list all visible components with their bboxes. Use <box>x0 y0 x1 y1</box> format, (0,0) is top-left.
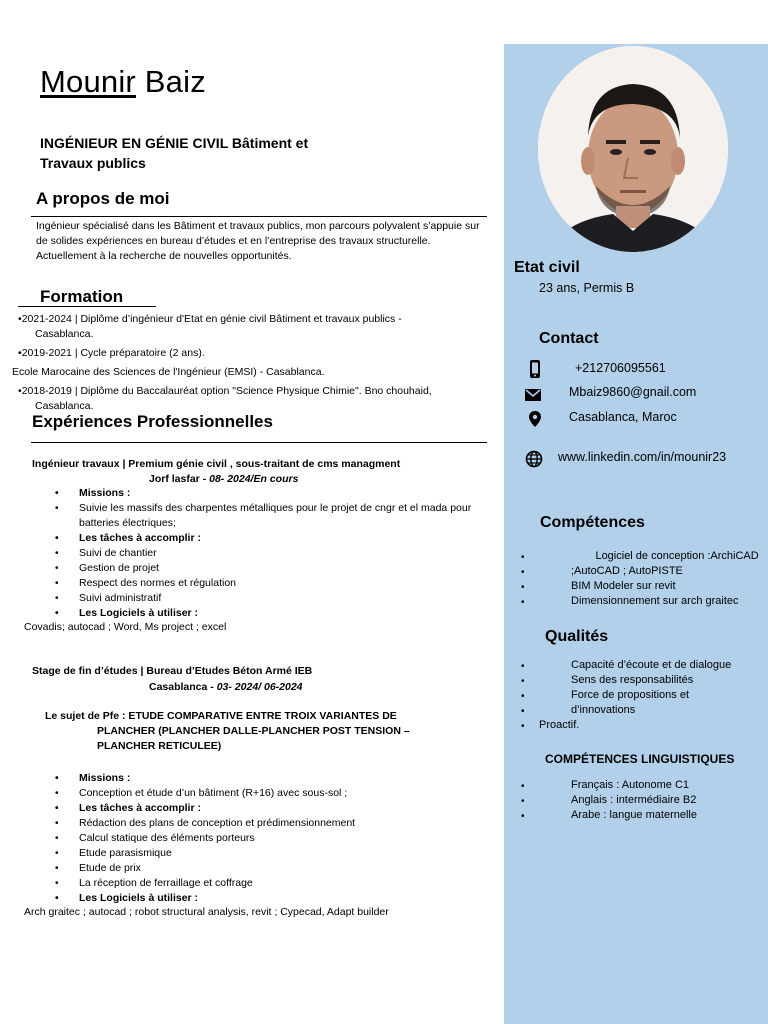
email-icon <box>524 386 542 404</box>
list-item: • Les Logiciels à utiliser : <box>55 891 483 906</box>
list-item: • Missions : <box>55 486 483 501</box>
list-item: • d’innovations <box>521 703 761 718</box>
list-item: • Etude parasismique <box>55 846 483 861</box>
list-item: • Suivie les massifs des charpentes métalliques pour le projet de cngr et el mada pour batteries électriques; <box>55 501 483 531</box>
formation-item: •2018-2019 | Diplôme du Baccalauréat option "Science Physique Chimie". Bno chouhaid, <box>18 385 432 397</box>
qualities-list-last <box>521 718 761 733</box>
job2-place-dates: Casablanca - 03- 2024/ 06-2024 <box>149 681 303 693</box>
contact-title: Contact <box>539 330 599 347</box>
formation-item: •2019-2021 | Cycle préparatoire (2 ans). <box>18 347 205 359</box>
qualities-title: Qualités <box>545 628 609 645</box>
formation-school: Ecole Marocaine des Sciences de l'Ingénieur (EMSI) - Casablanca. <box>12 366 325 378</box>
etat-civil-title: Etat civil <box>514 259 580 276</box>
job2-software: Arch graitec ; autocad ; robot structural analysis, revit ; Cypecad, Adapt builder <box>24 906 389 918</box>
list-item: • BIM Modeler sur revit <box>521 579 761 594</box>
job-title-line2: Travaux publics <box>40 155 146 171</box>
list-item: • Les tâches à accomplir : <box>55 531 483 546</box>
formation-item: •2021-2024 | Diplôme d’ingénieur d'Etat en génie civil Bâtiment et travaux publics - <box>18 313 402 325</box>
list-item: • La réception de ferraillage et coffrage <box>55 876 483 891</box>
list-item: • Gestion de projet <box>55 561 483 576</box>
skills-title: Compétences <box>540 514 645 531</box>
formation-list <box>12 312 488 414</box>
globe-icon <box>525 450 543 468</box>
list-item: • Suivi de chantier <box>55 546 483 561</box>
formation-item-cont: Casablanca. <box>35 328 94 340</box>
list-item: • Les Logiciels à utiliser : <box>55 606 483 621</box>
job1-list <box>55 486 483 621</box>
etat-civil-text: 23 ans, Permis B <box>539 281 635 295</box>
job1-place-dates: Jorf lasfar - 08- 2024/En cours <box>149 473 299 485</box>
list-item: • Respect des normes et régulation <box>55 576 483 591</box>
list-item: • Suivi administratif <box>55 591 483 606</box>
linkedin-link[interactable]: www.linkedin.com/in/mounir23 <box>558 450 727 464</box>
full-name <box>40 64 206 100</box>
job2-heading: Stage de fin d’études | Bureau d’Etudes Béton Armé IEB <box>32 665 313 677</box>
formation-item-cont: Casablanca. <box>35 400 94 412</box>
job-title-line1: INGÉNIEUR EN GÉNIE CIVIL Bâtiment et <box>40 135 309 151</box>
list-item: • ;AutoCAD ; AutoPISTE <box>521 564 761 579</box>
list-item: • Conception et étude d’un bâtiment (R+16) avec sous-sol ; <box>55 786 483 801</box>
list-item: • Logiciel de conception :ArchiCAD <box>521 549 761 564</box>
experience-title: Expériences Professionnelles <box>32 412 273 431</box>
list-item: • Missions : <box>55 771 483 786</box>
about-divider <box>31 216 487 217</box>
location-pin-icon <box>526 410 544 428</box>
languages-list <box>521 778 761 823</box>
list-item: • Calcul statique des éléments porteurs <box>55 831 483 846</box>
job-title <box>40 133 360 173</box>
list-item: • Arabe : langue maternelle <box>521 808 761 823</box>
list-item: • Rédaction des plans de conception et prédimensionnement <box>55 816 483 831</box>
phone-number[interactable]: +212706095561 <box>575 361 666 375</box>
formation-divider <box>18 306 156 307</box>
job1-software: Covadis; autocad ; Word, Ms project ; excel <box>24 621 227 633</box>
list-item: • Anglais : intermédiaire B2 <box>521 793 761 808</box>
list-item: • Capacité d’écoute et de dialogue <box>521 658 761 673</box>
list-item: • Sens des responsabilités <box>521 673 761 688</box>
qualities-list <box>521 658 761 718</box>
formation-title: Formation <box>40 287 124 306</box>
list-item: • Français : Autonome C1 <box>521 778 761 793</box>
list-item: • Proactif. <box>521 718 761 733</box>
list-item: • Etude de prix <box>55 861 483 876</box>
location-text: Casablanca, Maroc <box>569 410 677 424</box>
job2-subject: Le sujet de Pfe : ETUDE COMPARATIVE ENTRE TROIX VARIANTES DE PLANCHER (PLANCHER DALLE-PLANCHER POST TENSION – PLANCHER RETICULEE) <box>45 710 410 752</box>
profile-photo <box>538 46 728 252</box>
languages-title: COMPÉTENCES LINGUISTIQUES <box>545 752 735 766</box>
list-item: • Dimensionnement sur arch graitec <box>521 594 761 609</box>
job1-heading: Ingénieur travaux | Premium génie civil , sous-traitant de cms managment <box>32 458 401 470</box>
first-name: Mounir <box>40 64 136 99</box>
phone-icon <box>526 360 544 378</box>
list-item: • Force de propositions et <box>521 688 761 703</box>
about-title: A propos de moi <box>36 189 170 208</box>
skills-list <box>521 549 761 609</box>
about-text: Ingénieur spécialisé dans les Bâtiment et travaux publics, mon parcours polyvalent s’appuie sur de solides expériences en bureau d’études et en l’entreprise des travaux structurelle. Actuellement à la recherche de nouvelles opportunités. <box>36 220 480 262</box>
email-address[interactable]: Mbaiz9860@gnail.com <box>569 385 697 399</box>
list-item: • Les tâches à accomplir : <box>55 801 483 816</box>
last-name: Baiz <box>144 64 206 99</box>
job2-list <box>55 771 483 906</box>
experience-divider <box>31 442 487 443</box>
